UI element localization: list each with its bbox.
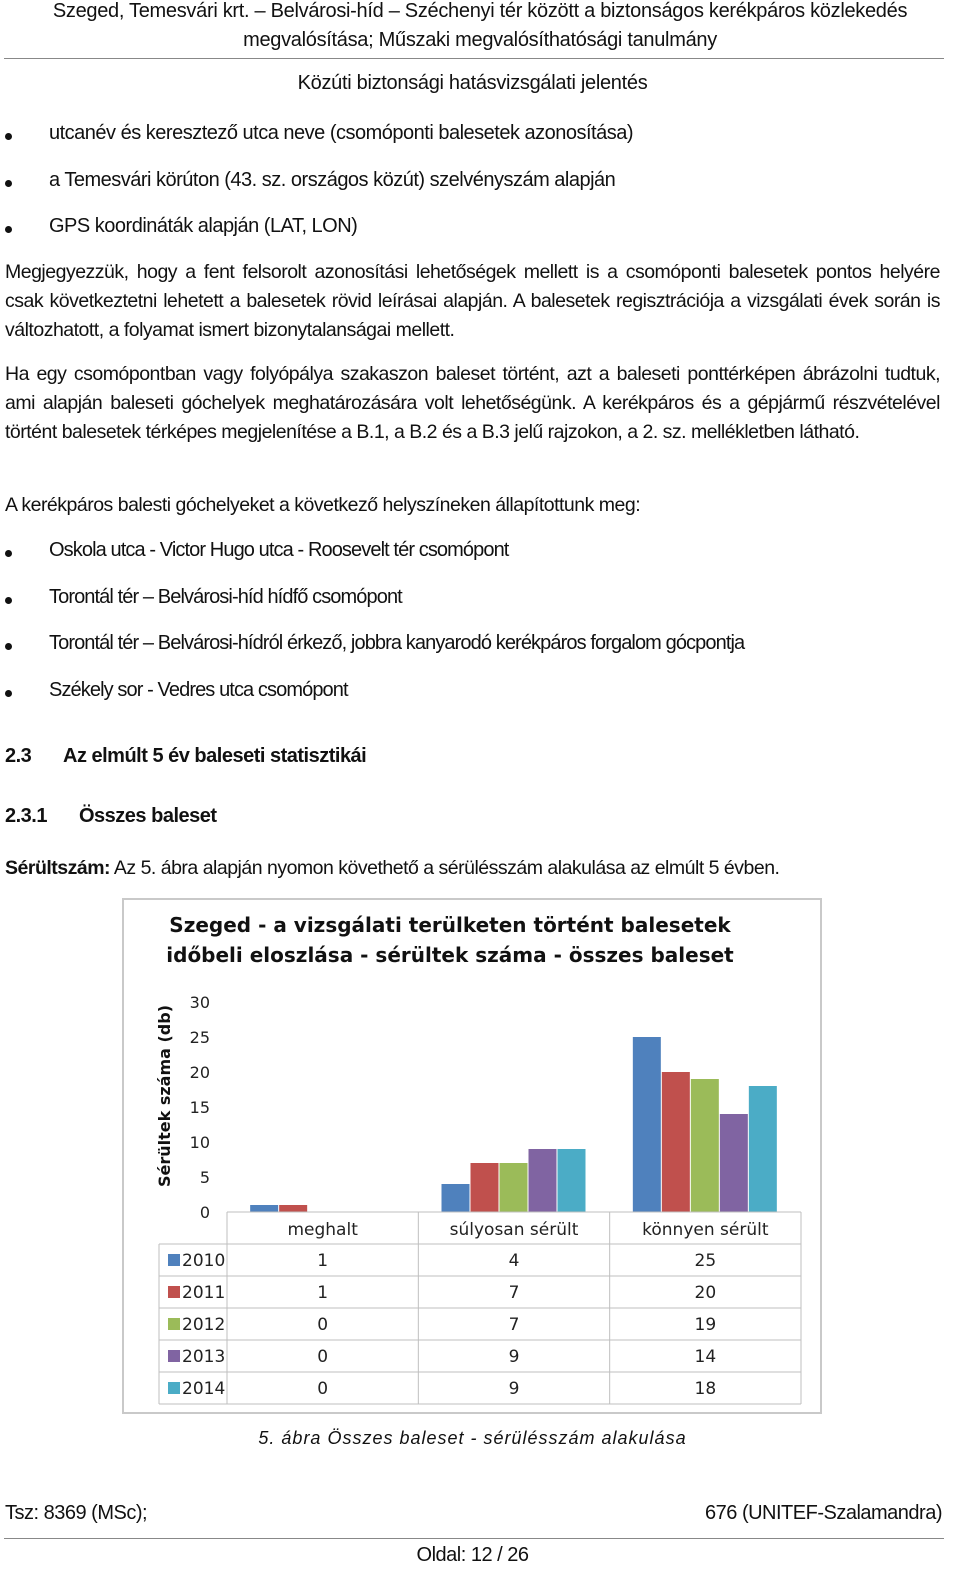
list-item-text: Torontál tér – Belvárosi-híd hídfő csomópont xyxy=(49,586,402,608)
legend-swatch-2013 xyxy=(168,1350,180,1362)
legend-label: 2010 xyxy=(182,1251,226,1271)
y-tick-label: 0 xyxy=(199,1203,210,1222)
header-line-1: Szeged, Temesvári krt. – Belvárosi-híd – Széchenyi tér között a biztonságos kerékpáros közlekedés xyxy=(52,0,908,22)
y-axis-label: Sérültek száma (db) xyxy=(155,1004,174,1188)
header-line-3: Közúti biztonsági hatásvizsgálati jelentés xyxy=(297,72,648,94)
legend-swatch-2010 xyxy=(168,1254,180,1266)
chart-title-line: Szeged - a vizsgálati terülketen történt balesetek xyxy=(169,913,731,937)
bar-2010-2 xyxy=(442,1184,470,1212)
legend-swatch-2014 xyxy=(168,1382,180,1394)
data-table-value: 4 xyxy=(508,1251,520,1271)
x-category-label: meghalt xyxy=(287,1220,358,1240)
list-item-text: GPS koordináták alapján (LAT, LON) xyxy=(49,215,358,237)
bullet-icon xyxy=(5,180,12,187)
data-table-value: 20 xyxy=(694,1283,717,1303)
y-tick-label: 25 xyxy=(189,1028,210,1047)
section-title: Az elmúlt 5 év baleseti statisztikái xyxy=(63,745,367,767)
legend-label: 2013 xyxy=(182,1347,226,1367)
footer-right: 676 (UNITEF-Szalamandra) xyxy=(705,1502,942,1524)
header-divider xyxy=(4,58,944,59)
injury-label: Sérültszám: xyxy=(5,857,111,879)
data-table-value: 1 xyxy=(317,1283,329,1303)
subsection-title: Összes baleset xyxy=(79,805,217,827)
subsection-number: 2.3.1 xyxy=(5,805,47,827)
data-table-value: 9 xyxy=(508,1347,520,1367)
bar-2013-3 xyxy=(720,1114,748,1212)
x-category-label: könnyen sérült xyxy=(642,1220,769,1240)
header-line-2: megvalósítása; Műszaki megvalósíthatósági tanulmány xyxy=(243,29,717,51)
list-item-text: utcanév és keresztező utca neve (csomóponti balesetek azonosítása) xyxy=(49,122,634,144)
data-table-value: 18 xyxy=(694,1379,717,1399)
bullet-icon xyxy=(5,597,12,604)
bullet-icon xyxy=(5,133,12,140)
bar-2011-2 xyxy=(471,1163,499,1212)
bar-2011-3 xyxy=(662,1072,690,1212)
bar-2011-1 xyxy=(279,1205,307,1212)
data-table-value: 7 xyxy=(508,1283,520,1303)
y-tick-label: 5 xyxy=(199,1168,210,1187)
footer-divider xyxy=(4,1538,944,1539)
injury-text: Az 5. ábra alapján nyomon követhető a sérülésszám alakulása az elmúlt 5 évben. xyxy=(110,857,780,879)
bar-2010-1 xyxy=(250,1205,278,1212)
data-table-value: 0 xyxy=(317,1379,329,1399)
y-tick-label: 20 xyxy=(189,1063,210,1082)
bar-2014-2 xyxy=(558,1149,586,1212)
injury-bar-chart xyxy=(124,900,820,1412)
page-number: Oldal: 12 / 26 xyxy=(416,1544,529,1566)
chart-title-line: időbeli eloszlása - sérültek száma - összes baleset xyxy=(166,943,734,967)
data-table-value: 14 xyxy=(694,1347,717,1367)
data-table-value: 0 xyxy=(317,1315,329,1335)
data-table-value: 25 xyxy=(694,1251,717,1271)
data-table-value: 0 xyxy=(317,1347,329,1367)
bar-2012-3 xyxy=(691,1079,719,1212)
bar-2012-2 xyxy=(500,1163,528,1212)
paragraph-identification-note: Megjegyezzük, hogy a fent felsorolt azonosítási lehetőségek mellett is a csomóponti balesetek pontos helyére csak következtetni lehetett a balesetek rövid leírásai alapján. A balesetek regisztrációja a vizsgálati évek során is változhatott, a folyamat ismert bizonytalanságai mellett. xyxy=(5,261,940,341)
legend-label: 2014 xyxy=(182,1379,226,1399)
x-category-label: súlyosan sérült xyxy=(449,1220,579,1240)
legend-label: 2011 xyxy=(182,1283,226,1303)
chart-frame xyxy=(122,898,822,1414)
bar-2013-2 xyxy=(529,1149,557,1212)
section-number: 2.3 xyxy=(5,745,32,767)
legend-label: 2012 xyxy=(182,1315,226,1335)
y-tick-label: 15 xyxy=(189,1098,210,1117)
paragraph-hotspot-intro: A kerékpáros balesti góchelyeket a következő helyszíneken állapítottunk meg: xyxy=(5,494,641,516)
figure-caption: 5. ábra Összes baleset - sérülésszám alakulása xyxy=(258,1428,687,1448)
bar-2010-3 xyxy=(633,1037,661,1212)
paragraph-hotspot-map: Ha egy csomópontban vagy folyópálya szakaszon baleset történt, azt a baleseti ponttérképen ábrázolni tudtuk, ami alapján baleseti góchelyek meghatározására volt lehetőségünk. A kerékpáros és a gépjármű részvételével történt balesetek térképes megjelenítése a B.1, a B.2 és a B.3 jelű rajzokon, a 2. sz. mellékletben látható. xyxy=(5,363,940,443)
data-table-value: 7 xyxy=(508,1315,520,1335)
legend-swatch-2011 xyxy=(168,1286,180,1298)
paragraph-injury-count xyxy=(5,854,940,883)
list-item-text: Torontál tér – Belvárosi-hídról érkező, jobbra kanyarodó kerékpáros forgalom gócpontja xyxy=(49,632,745,654)
bar-2014-3 xyxy=(749,1086,777,1212)
y-tick-label: 30 xyxy=(189,993,210,1012)
bullet-icon xyxy=(5,643,12,650)
y-tick-label: 10 xyxy=(189,1133,210,1152)
data-table-value: 9 xyxy=(508,1379,520,1399)
list-item-text: Oskola utca - Victor Hugo utca - Roosevelt tér csomópont xyxy=(49,539,509,561)
bullet-icon xyxy=(5,690,12,697)
legend-swatch-2012 xyxy=(168,1318,180,1330)
bullet-icon xyxy=(5,226,12,233)
footer-left: Tsz: 8369 (MSc); xyxy=(5,1502,148,1524)
data-table-value: 1 xyxy=(317,1251,329,1271)
data-table-value: 19 xyxy=(694,1315,717,1335)
bullet-icon xyxy=(5,550,12,557)
list-item-text: Székely sor - Vedres utca csomópont xyxy=(49,679,348,701)
list-item-text: a Temesvári körúton (43. sz. országos közút) szelvényszám alapján xyxy=(49,169,616,191)
